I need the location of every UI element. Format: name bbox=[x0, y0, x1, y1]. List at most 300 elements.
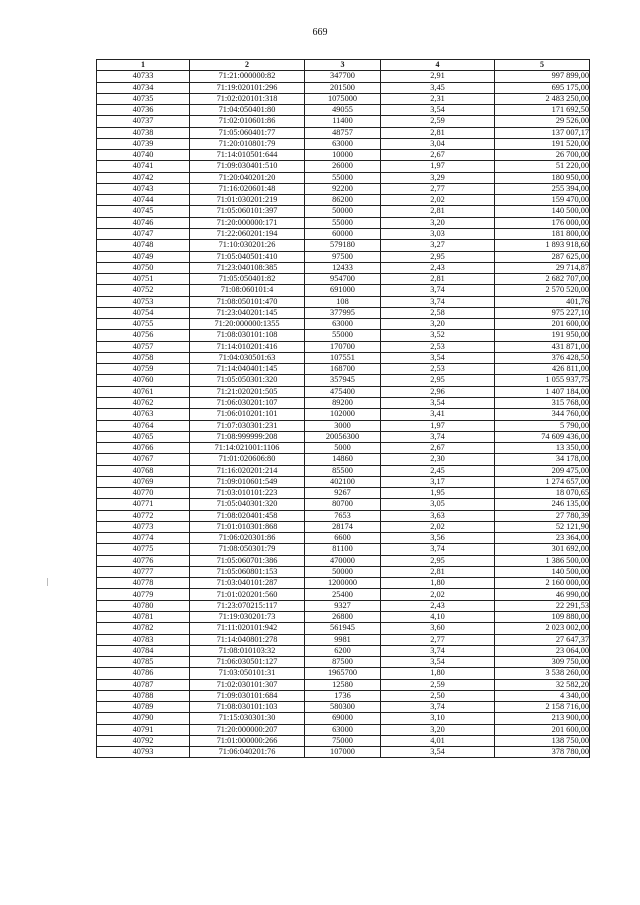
cadastral-number-cell: 71:14:010501:644 bbox=[190, 150, 305, 161]
row-number-cell: 40785 bbox=[97, 657, 190, 668]
table-row bbox=[97, 612, 590, 623]
cadastral-number-cell: 71:14:010201:416 bbox=[190, 341, 305, 352]
value-cell: 344 760,00 bbox=[495, 409, 590, 420]
row-number-cell: 40759 bbox=[97, 364, 190, 375]
cadastral-number-cell: 71:02:030101:307 bbox=[190, 679, 305, 690]
row-number-cell: 40764 bbox=[97, 420, 190, 431]
coefficient-cell: 3,74 bbox=[381, 431, 495, 442]
cadastral-number-cell: 71:16:020201:214 bbox=[190, 465, 305, 476]
cadastral-number-cell: 71:23:040201:145 bbox=[190, 307, 305, 318]
row-number-cell: 40755 bbox=[97, 319, 190, 330]
area-cell: 63000 bbox=[305, 138, 381, 149]
value-cell: 29 526,00 bbox=[495, 116, 590, 127]
row-number-cell: 40745 bbox=[97, 206, 190, 217]
row-number-cell: 40788 bbox=[97, 690, 190, 701]
cadastral-number-cell: 71:20:000000:171 bbox=[190, 217, 305, 228]
coefficient-cell: 2,02 bbox=[381, 195, 495, 206]
area-cell: 1965700 bbox=[305, 668, 381, 679]
row-number-cell: 40733 bbox=[97, 71, 190, 82]
coefficient-cell: 2,58 bbox=[381, 307, 495, 318]
area-cell: 9981 bbox=[305, 634, 381, 645]
cadastral-number-cell: 71:05:060101:397 bbox=[190, 206, 305, 217]
table-row bbox=[97, 488, 590, 499]
value-cell: 2 023 002,00 bbox=[495, 623, 590, 634]
table-row bbox=[97, 600, 590, 611]
row-number-cell: 40767 bbox=[97, 454, 190, 465]
row-number-cell: 40748 bbox=[97, 240, 190, 251]
row-number-cell: 40786 bbox=[97, 668, 190, 679]
cadastral-number-cell: 71:14:021001:1106 bbox=[190, 443, 305, 454]
coefficient-cell: 3,54 bbox=[381, 397, 495, 408]
coefficient-cell: 3,56 bbox=[381, 533, 495, 544]
coefficient-cell: 4,10 bbox=[381, 612, 495, 623]
cadastral-number-cell: 71:05:060801:153 bbox=[190, 566, 305, 577]
data-table bbox=[96, 59, 590, 758]
coefficient-cell: 3,54 bbox=[381, 352, 495, 363]
area-cell: 28174 bbox=[305, 521, 381, 532]
area-cell: 168700 bbox=[305, 364, 381, 375]
cadastral-number-cell: 71:08:010103:32 bbox=[190, 645, 305, 656]
coefficient-cell: 3,10 bbox=[381, 713, 495, 724]
table-row bbox=[97, 465, 590, 476]
row-number-cell: 40766 bbox=[97, 443, 190, 454]
table-row bbox=[97, 679, 590, 690]
coefficient-cell: 2,67 bbox=[381, 443, 495, 454]
coefficient-cell: 2,30 bbox=[381, 454, 495, 465]
area-cell: 347700 bbox=[305, 71, 381, 82]
value-cell: 1 386 500,00 bbox=[495, 555, 590, 566]
row-number-cell: 40776 bbox=[97, 555, 190, 566]
row-number-cell: 40789 bbox=[97, 702, 190, 713]
area-cell: 6600 bbox=[305, 533, 381, 544]
cadastral-number-cell: 71:08:030101:103 bbox=[190, 702, 305, 713]
cadastral-number-cell: 71:07:030301:231 bbox=[190, 420, 305, 431]
cadastral-number-cell: 71:06:040201:76 bbox=[190, 747, 305, 758]
row-number-cell: 40769 bbox=[97, 476, 190, 487]
row-number-cell: 40762 bbox=[97, 397, 190, 408]
coefficient-cell: 3,20 bbox=[381, 724, 495, 735]
coefficient-cell: 2,81 bbox=[381, 566, 495, 577]
table-row bbox=[97, 364, 590, 375]
coefficient-cell: 3,20 bbox=[381, 319, 495, 330]
cadastral-number-cell: 71:05:050301:320 bbox=[190, 375, 305, 386]
row-number-cell: 40750 bbox=[97, 262, 190, 273]
coefficient-cell: 2,45 bbox=[381, 465, 495, 476]
cadastral-number-cell: 71:02:010601:86 bbox=[190, 116, 305, 127]
row-number-cell: 40787 bbox=[97, 679, 190, 690]
coefficient-cell: 1,80 bbox=[381, 578, 495, 589]
table-row bbox=[97, 82, 590, 93]
area-cell: 50000 bbox=[305, 206, 381, 217]
row-number-cell: 40760 bbox=[97, 375, 190, 386]
value-cell: 695 175,00 bbox=[495, 82, 590, 93]
table-row bbox=[97, 161, 590, 172]
cadastral-number-cell: 71:01:020606:80 bbox=[190, 454, 305, 465]
coefficient-cell: 2,43 bbox=[381, 600, 495, 611]
area-cell: 55000 bbox=[305, 217, 381, 228]
coefficient-cell: 2,59 bbox=[381, 679, 495, 690]
value-cell: 213 900,00 bbox=[495, 713, 590, 724]
value-cell: 401,76 bbox=[495, 296, 590, 307]
value-cell: 376 428,50 bbox=[495, 352, 590, 363]
area-cell: 89200 bbox=[305, 397, 381, 408]
area-cell: 48757 bbox=[305, 127, 381, 138]
row-number-cell: 40790 bbox=[97, 713, 190, 724]
row-number-cell: 40782 bbox=[97, 623, 190, 634]
coefficient-cell: 3,74 bbox=[381, 296, 495, 307]
row-number-cell: 40777 bbox=[97, 566, 190, 577]
row-number-cell: 40738 bbox=[97, 127, 190, 138]
coefficient-cell: 3,54 bbox=[381, 747, 495, 758]
area-cell: 81100 bbox=[305, 544, 381, 555]
coefficient-cell: 1,97 bbox=[381, 420, 495, 431]
row-number-cell: 40763 bbox=[97, 409, 190, 420]
coefficient-cell: 3,74 bbox=[381, 544, 495, 555]
area-cell: 60000 bbox=[305, 228, 381, 239]
cadastral-number-cell: 71:01:000000:266 bbox=[190, 735, 305, 746]
cadastral-number-cell: 71:05:060701:386 bbox=[190, 555, 305, 566]
area-cell: 85500 bbox=[305, 465, 381, 476]
area-cell: 75000 bbox=[305, 735, 381, 746]
row-number-cell: 40747 bbox=[97, 228, 190, 239]
value-cell: 32 582,20 bbox=[495, 679, 590, 690]
value-cell: 51 220,00 bbox=[495, 161, 590, 172]
row-number-cell: 40756 bbox=[97, 330, 190, 341]
table-row bbox=[97, 262, 590, 273]
coefficient-cell: 3,45 bbox=[381, 82, 495, 93]
column-header-1: 1 bbox=[97, 60, 190, 71]
cadastral-number-cell: 71:08:030101:108 bbox=[190, 330, 305, 341]
cadastral-number-cell: 71:23:070215:117 bbox=[190, 600, 305, 611]
table-row bbox=[97, 138, 590, 149]
coefficient-cell: 2,91 bbox=[381, 71, 495, 82]
area-cell: 69000 bbox=[305, 713, 381, 724]
area-cell: 107000 bbox=[305, 747, 381, 758]
area-cell: 25400 bbox=[305, 589, 381, 600]
coefficient-cell: 2,02 bbox=[381, 589, 495, 600]
coefficient-cell: 3,29 bbox=[381, 172, 495, 183]
row-number-cell: 40793 bbox=[97, 747, 190, 758]
row-number-cell: 40770 bbox=[97, 488, 190, 499]
coefficient-cell: 3,74 bbox=[381, 645, 495, 656]
row-number-cell: 40774 bbox=[97, 533, 190, 544]
area-cell: 1200000 bbox=[305, 578, 381, 589]
coefficient-cell: 3,03 bbox=[381, 228, 495, 239]
row-number-cell: 40780 bbox=[97, 600, 190, 611]
table-row bbox=[97, 431, 590, 442]
value-cell: 180 950,00 bbox=[495, 172, 590, 183]
cadastral-number-cell: 71:21:000000:82 bbox=[190, 71, 305, 82]
row-number-cell: 40757 bbox=[97, 341, 190, 352]
coefficient-cell: 3,74 bbox=[381, 702, 495, 713]
area-cell: 102000 bbox=[305, 409, 381, 420]
table-row bbox=[97, 589, 590, 600]
value-cell: 2 158 716,00 bbox=[495, 702, 590, 713]
coefficient-cell: 2,31 bbox=[381, 93, 495, 104]
cadastral-number-cell: 71:01:010301:868 bbox=[190, 521, 305, 532]
coefficient-cell: 2,77 bbox=[381, 634, 495, 645]
area-cell: 12580 bbox=[305, 679, 381, 690]
table-row bbox=[97, 105, 590, 116]
value-cell: 191 950,00 bbox=[495, 330, 590, 341]
table-row bbox=[97, 578, 590, 589]
coefficient-cell: 2,96 bbox=[381, 386, 495, 397]
value-cell: 171 692,50 bbox=[495, 105, 590, 116]
coefficient-cell: 2,81 bbox=[381, 206, 495, 217]
value-cell: 5 790,00 bbox=[495, 420, 590, 431]
row-number-cell: 40743 bbox=[97, 183, 190, 194]
area-cell: 691000 bbox=[305, 285, 381, 296]
value-cell: 46 990,00 bbox=[495, 589, 590, 600]
header-row bbox=[97, 60, 590, 71]
row-number-cell: 40734 bbox=[97, 82, 190, 93]
cadastral-number-cell: 71:10:030201:26 bbox=[190, 240, 305, 251]
coefficient-cell: 3,63 bbox=[381, 510, 495, 521]
coefficient-cell: 1,95 bbox=[381, 488, 495, 499]
area-cell: 1075000 bbox=[305, 93, 381, 104]
row-number-cell: 40791 bbox=[97, 724, 190, 735]
cadastral-number-cell: 71:02:020101:318 bbox=[190, 93, 305, 104]
cadastral-number-cell: 71:05:040301:320 bbox=[190, 499, 305, 510]
area-cell: 579180 bbox=[305, 240, 381, 251]
cadastral-number-cell: 71:23:040108:385 bbox=[190, 262, 305, 273]
coefficient-cell: 2,95 bbox=[381, 555, 495, 566]
value-cell: 18 070,65 bbox=[495, 488, 590, 499]
row-number-cell: 40746 bbox=[97, 217, 190, 228]
cadastral-number-cell: 71:21:020201:505 bbox=[190, 386, 305, 397]
table-row bbox=[97, 127, 590, 138]
value-cell: 426 811,00 bbox=[495, 364, 590, 375]
value-cell: 378 780,00 bbox=[495, 747, 590, 758]
area-cell: 87500 bbox=[305, 657, 381, 668]
row-number-cell: 40736 bbox=[97, 105, 190, 116]
column-header-4: 4 bbox=[381, 60, 495, 71]
area-cell: 7653 bbox=[305, 510, 381, 521]
row-number-cell: 40741 bbox=[97, 161, 190, 172]
area-cell: 475400 bbox=[305, 386, 381, 397]
value-cell: 1 274 657,00 bbox=[495, 476, 590, 487]
table-row bbox=[97, 454, 590, 465]
table-row bbox=[97, 645, 590, 656]
cadastral-number-cell: 71:09:030401:510 bbox=[190, 161, 305, 172]
row-number-cell: 40779 bbox=[97, 589, 190, 600]
table-row bbox=[97, 341, 590, 352]
coefficient-cell: 3,60 bbox=[381, 623, 495, 634]
cadastral-number-cell: 71:19:020101:296 bbox=[190, 82, 305, 93]
cadastral-number-cell: 71:05:060401:77 bbox=[190, 127, 305, 138]
area-cell: 55000 bbox=[305, 172, 381, 183]
table-row bbox=[97, 555, 590, 566]
value-cell: 191 520,00 bbox=[495, 138, 590, 149]
table-row bbox=[97, 499, 590, 510]
value-cell: 34 178,00 bbox=[495, 454, 590, 465]
row-number-cell: 40765 bbox=[97, 431, 190, 442]
cadastral-number-cell: 71:09:030101:684 bbox=[190, 690, 305, 701]
cadastral-number-cell: 71:11:020101:942 bbox=[190, 623, 305, 634]
table-row bbox=[97, 274, 590, 285]
table-row bbox=[97, 330, 590, 341]
row-number-cell: 40768 bbox=[97, 465, 190, 476]
area-cell: 14860 bbox=[305, 454, 381, 465]
value-cell: 137 007,17 bbox=[495, 127, 590, 138]
value-cell: 2 160 000,00 bbox=[495, 578, 590, 589]
cadastral-number-cell: 71:05:040501:410 bbox=[190, 251, 305, 262]
cadastral-number-cell: 71:20:010801:79 bbox=[190, 138, 305, 149]
value-cell: 1 407 184,00 bbox=[495, 386, 590, 397]
area-cell: 63000 bbox=[305, 319, 381, 330]
table-row bbox=[97, 724, 590, 735]
table-row bbox=[97, 735, 590, 746]
table-row bbox=[97, 285, 590, 296]
cadastral-number-cell: 71:01:030201:219 bbox=[190, 195, 305, 206]
value-cell: 287 625,00 bbox=[495, 251, 590, 262]
table-row bbox=[97, 352, 590, 363]
cadastral-number-cell: 71:06:030501:127 bbox=[190, 657, 305, 668]
cadastral-number-cell: 71:08:060101:4 bbox=[190, 285, 305, 296]
row-number-cell: 40739 bbox=[97, 138, 190, 149]
area-cell: 49055 bbox=[305, 105, 381, 116]
cadastral-number-cell: 71:08:020401:458 bbox=[190, 510, 305, 521]
cadastral-number-cell: 71:06:030201:107 bbox=[190, 397, 305, 408]
row-number-cell: 40735 bbox=[97, 93, 190, 104]
coefficient-cell: 4,01 bbox=[381, 735, 495, 746]
table-row bbox=[97, 217, 590, 228]
coefficient-cell: 2,53 bbox=[381, 341, 495, 352]
table-row bbox=[97, 533, 590, 544]
value-cell: 2 570 520,00 bbox=[495, 285, 590, 296]
value-cell: 26 700,00 bbox=[495, 150, 590, 161]
area-cell: 86200 bbox=[305, 195, 381, 206]
area-cell: 12433 bbox=[305, 262, 381, 273]
cadastral-number-cell: 71:01:020201:560 bbox=[190, 589, 305, 600]
coefficient-cell: 1,97 bbox=[381, 161, 495, 172]
coefficient-cell: 3,27 bbox=[381, 240, 495, 251]
cadastral-number-cell: 71:19:030201:73 bbox=[190, 612, 305, 623]
area-cell: 470000 bbox=[305, 555, 381, 566]
value-cell: 4 340,00 bbox=[495, 690, 590, 701]
value-cell: 201 600,00 bbox=[495, 319, 590, 330]
cadastral-number-cell: 71:22:060201:194 bbox=[190, 228, 305, 239]
cadastral-number-cell: 71:06:020301:86 bbox=[190, 533, 305, 544]
value-cell: 209 475,00 bbox=[495, 465, 590, 476]
row-number-cell: 40761 bbox=[97, 386, 190, 397]
coefficient-cell: 3,54 bbox=[381, 657, 495, 668]
coefficient-cell: 1,80 bbox=[381, 668, 495, 679]
area-cell: 108 bbox=[305, 296, 381, 307]
cadastral-number-cell: 71:20:000000:207 bbox=[190, 724, 305, 735]
coefficient-cell: 2,81 bbox=[381, 127, 495, 138]
row-number-cell: 40742 bbox=[97, 172, 190, 183]
coefficient-cell: 2,43 bbox=[381, 262, 495, 273]
table-row bbox=[97, 409, 590, 420]
table-row bbox=[97, 420, 590, 431]
coefficient-cell: 2,77 bbox=[381, 183, 495, 194]
table-row bbox=[97, 623, 590, 634]
cadastral-number-cell: 71:03:010101:223 bbox=[190, 488, 305, 499]
table-row bbox=[97, 634, 590, 645]
column-header-3: 3 bbox=[305, 60, 381, 71]
value-cell: 138 750,00 bbox=[495, 735, 590, 746]
value-cell: 140 500,00 bbox=[495, 566, 590, 577]
row-number-cell: 40744 bbox=[97, 195, 190, 206]
area-cell: 377995 bbox=[305, 307, 381, 318]
table-row bbox=[97, 713, 590, 724]
value-cell: 23 064,00 bbox=[495, 645, 590, 656]
value-cell: 181 800,00 bbox=[495, 228, 590, 239]
value-cell: 1 055 937,75 bbox=[495, 375, 590, 386]
coefficient-cell: 3,74 bbox=[381, 285, 495, 296]
coefficient-cell: 3,04 bbox=[381, 138, 495, 149]
area-cell: 580300 bbox=[305, 702, 381, 713]
cadastral-number-cell: 71:08:999999:208 bbox=[190, 431, 305, 442]
cadastral-number-cell: 71:04:030501:63 bbox=[190, 352, 305, 363]
area-cell: 5000 bbox=[305, 443, 381, 454]
row-number-cell: 40772 bbox=[97, 510, 190, 521]
scan-mark bbox=[47, 578, 48, 586]
value-cell: 109 880,00 bbox=[495, 612, 590, 623]
cadastral-number-cell: 71:03:050101:31 bbox=[190, 668, 305, 679]
table-row bbox=[97, 747, 590, 758]
table-row bbox=[97, 251, 590, 262]
cadastral-number-cell: 71:06:010201:101 bbox=[190, 409, 305, 420]
table-row bbox=[97, 544, 590, 555]
area-cell: 20056300 bbox=[305, 431, 381, 442]
cadastral-number-cell: 71:14:040801:278 bbox=[190, 634, 305, 645]
row-number-cell: 40781 bbox=[97, 612, 190, 623]
value-cell: 309 750,00 bbox=[495, 657, 590, 668]
table-row bbox=[97, 521, 590, 532]
area-cell: 6200 bbox=[305, 645, 381, 656]
table-row bbox=[97, 510, 590, 521]
cadastral-number-cell: 71:05:050401:82 bbox=[190, 274, 305, 285]
area-cell: 170700 bbox=[305, 341, 381, 352]
cadastral-number-cell: 71:09:010601:549 bbox=[190, 476, 305, 487]
row-number-cell: 40737 bbox=[97, 116, 190, 127]
area-cell: 10000 bbox=[305, 150, 381, 161]
table-row bbox=[97, 228, 590, 239]
value-cell: 13 350,00 bbox=[495, 443, 590, 454]
value-cell: 997 899,00 bbox=[495, 71, 590, 82]
table-row bbox=[97, 566, 590, 577]
area-cell: 26000 bbox=[305, 161, 381, 172]
coefficient-cell: 3,20 bbox=[381, 217, 495, 228]
value-cell: 22 291,53 bbox=[495, 600, 590, 611]
coefficient-cell: 3,17 bbox=[381, 476, 495, 487]
table-row bbox=[97, 195, 590, 206]
table-row bbox=[97, 150, 590, 161]
column-header-2: 2 bbox=[190, 60, 305, 71]
table-row bbox=[97, 702, 590, 713]
row-number-cell: 40784 bbox=[97, 645, 190, 656]
row-number-cell: 40778 bbox=[97, 578, 190, 589]
table-row bbox=[97, 319, 590, 330]
table-row bbox=[97, 657, 590, 668]
value-cell: 176 000,00 bbox=[495, 217, 590, 228]
area-cell: 9267 bbox=[305, 488, 381, 499]
value-cell: 74 609 436,00 bbox=[495, 431, 590, 442]
table-row bbox=[97, 307, 590, 318]
area-cell: 92200 bbox=[305, 183, 381, 194]
value-cell: 23 364,00 bbox=[495, 533, 590, 544]
row-number-cell: 40754 bbox=[97, 307, 190, 318]
table-row bbox=[97, 172, 590, 183]
value-cell: 29 714,87 bbox=[495, 262, 590, 273]
area-cell: 63000 bbox=[305, 724, 381, 735]
area-cell: 9327 bbox=[305, 600, 381, 611]
value-cell: 201 600,00 bbox=[495, 724, 590, 735]
area-cell: 954700 bbox=[305, 274, 381, 285]
table-row bbox=[97, 71, 590, 82]
